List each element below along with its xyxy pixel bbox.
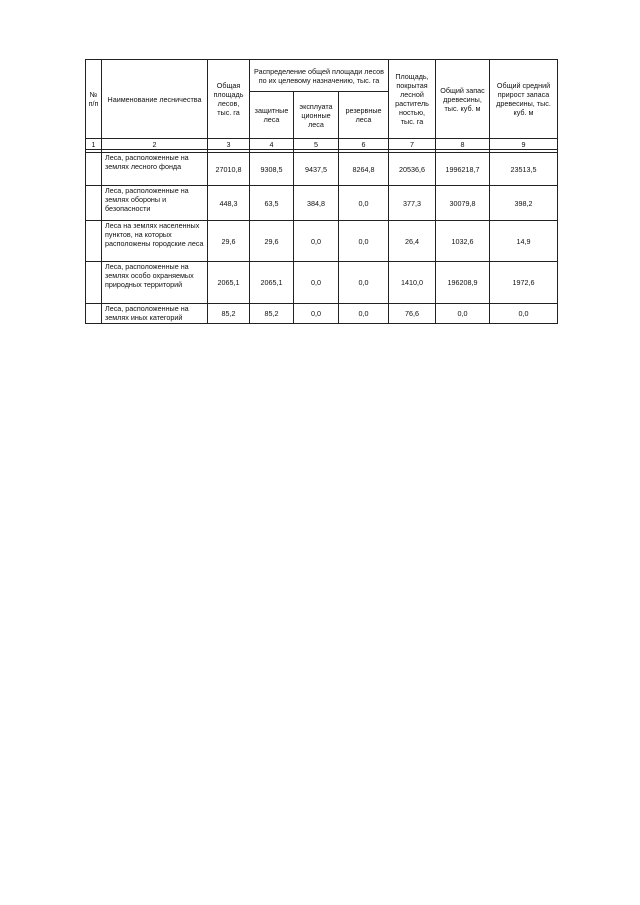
table-row — [86, 304, 558, 324]
table-row — [86, 262, 558, 304]
forest-distribution-table — [85, 59, 558, 324]
row-name: Леса, расположенные на землях особо охраняемых природных территорий — [102, 262, 208, 304]
cell-average-growth: 0,0 — [490, 304, 558, 324]
cell-wood-stock: 30079,8 — [436, 186, 490, 221]
header-number: № п/п — [86, 60, 102, 139]
header-total-area: Общая площадь лесов, тыс. га — [208, 60, 250, 139]
row-name: Леса, расположенные на землях лесного фонда — [102, 153, 208, 186]
cell-reserve: 0,0 — [339, 304, 389, 324]
column-number: 8 — [436, 139, 490, 150]
cell-protective: 2065,1 — [250, 262, 294, 304]
header-distribution-group: Распределение общей площади лесов по их целевому назначению, тыс. га — [250, 60, 389, 92]
cell-covered-area: 377,3 — [389, 186, 436, 221]
row-number — [86, 304, 102, 324]
cell-total-area: 85,2 — [208, 304, 250, 324]
header-row-1 — [86, 60, 558, 92]
cell-exploitation: 0,0 — [294, 262, 339, 304]
cell-total-area: 2065,1 — [208, 262, 250, 304]
cell-wood-stock: 1032,6 — [436, 221, 490, 262]
row-name: Леса на землях населенных пунктов, на которых расположены городские леса — [102, 221, 208, 262]
table-row — [86, 186, 558, 221]
cell-reserve: 0,0 — [339, 186, 389, 221]
cell-exploitation: 9437,5 — [294, 153, 339, 186]
header-average-growth: Общий средний прирост запаса древесины, тыс. куб. м — [490, 60, 558, 139]
cell-total-area: 27010,8 — [208, 153, 250, 186]
column-number-row — [86, 139, 558, 150]
column-number: 6 — [339, 139, 389, 150]
column-number: 9 — [490, 139, 558, 150]
column-number: 3 — [208, 139, 250, 150]
column-number: 4 — [250, 139, 294, 150]
cell-average-growth: 398,2 — [490, 186, 558, 221]
cell-average-growth: 1972,6 — [490, 262, 558, 304]
header-covered-area: Площадь, покрытая лесной раститель ностью, тыс. га — [389, 60, 436, 139]
cell-protective: 9308,5 — [250, 153, 294, 186]
row-name: Леса, расположенные на землях обороны и безопасности — [102, 186, 208, 221]
cell-average-growth: 23513,5 — [490, 153, 558, 186]
cell-covered-area: 76,6 — [389, 304, 436, 324]
cell-total-area: 29,6 — [208, 221, 250, 262]
header-wood-stock: Общий запас древесины, тыс. куб. м — [436, 60, 490, 139]
cell-protective: 29,6 — [250, 221, 294, 262]
cell-exploitation: 0,0 — [294, 304, 339, 324]
cell-wood-stock: 0,0 — [436, 304, 490, 324]
cell-reserve: 0,0 — [339, 262, 389, 304]
cell-exploitation: 0,0 — [294, 221, 339, 262]
row-name: Леса, расположенные на землях иных категорий — [102, 304, 208, 324]
table-row — [86, 153, 558, 186]
cell-total-area: 448,3 — [208, 186, 250, 221]
header-exploitation: эксплуата ционные леса — [294, 92, 339, 139]
row-number — [86, 221, 102, 262]
header-name: Наименование лесничества — [102, 60, 208, 139]
column-number: 2 — [102, 139, 208, 150]
cell-reserve: 0,0 — [339, 221, 389, 262]
column-number: 1 — [86, 139, 102, 150]
cell-covered-area: 26,4 — [389, 221, 436, 262]
row-number — [86, 186, 102, 221]
cell-exploitation: 384,8 — [294, 186, 339, 221]
cell-wood-stock: 196208,9 — [436, 262, 490, 304]
table-row — [86, 221, 558, 262]
cell-protective: 85,2 — [250, 304, 294, 324]
cell-covered-area: 1410,0 — [389, 262, 436, 304]
row-number — [86, 262, 102, 304]
header-protective: защитные леса — [250, 92, 294, 139]
cell-reserve: 8264,8 — [339, 153, 389, 186]
column-number: 5 — [294, 139, 339, 150]
cell-covered-area: 20536,6 — [389, 153, 436, 186]
cell-average-growth: 14,9 — [490, 221, 558, 262]
column-number: 7 — [389, 139, 436, 150]
cell-wood-stock: 1996218,7 — [436, 153, 490, 186]
cell-protective: 63,5 — [250, 186, 294, 221]
header-reserve: резервные леса — [339, 92, 389, 139]
row-number — [86, 153, 102, 186]
